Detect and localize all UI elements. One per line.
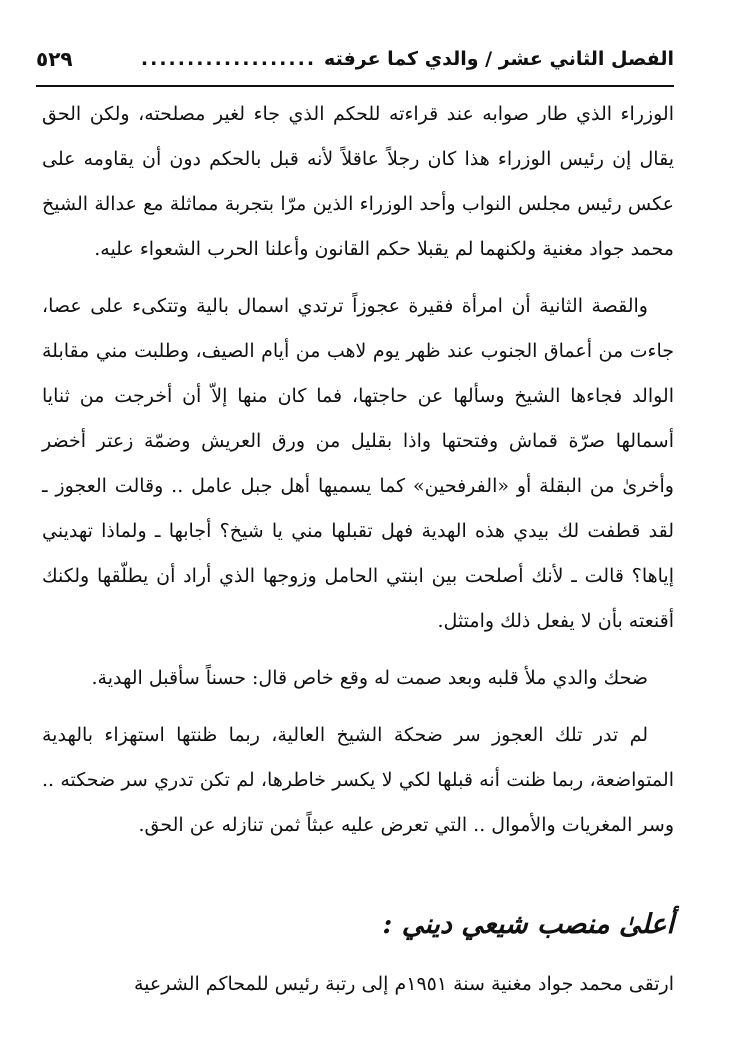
continuation-line: ارتقى محمد جواد مغنية سنة ١٩٥١م إلى رتبة رئيس للمحاكم الشرعية [134,973,674,995]
section-heading: أعلىٰ منصب شيعي ديني : [382,909,674,940]
paragraph-1: الوزراء الذي طار صوابه عند قراءته للحكم الذي جاء لغير مصلحته، ولكن الحق يقال إن رئيس الوزراء هذا كان رجلاً عاقلاً لأنه قبل بالحكم دون أن يقاومه على عكس رئيس مجلس النواب وأحد الوزراء الذين مرّا بتجربة مماثلة مع عدالة الشيخ محمد جواد مغنية ولكنهما لم يقبلا حكم القانون وأعلنا الحرب الشعواء عليه. [42,103,674,260]
body-text [42,92,674,848]
paragraph-2: والقصة الثانية أن امرأة فقيرة عجوزاً ترتدي اسمال بالية وتتكىء على عصا، جاءت من أعماق الجنوب عند ظهر يوم لاهب من أيام الصيف، وطلبت مني مقابلة الوالد فجاءها الشيخ وسألها عن حاجتها، فما كان منها إلاّ أن أخرجت من ثنايا أسمالها صرّة قماش وفتحتها واذا بقليل من ورق العريش وضمّة زعتر أخضر وأخرىٰ من البقلة أو «الفرفحين» كما يسميها أهل جبل عامل .. وقالت العجوز ـ لقد قطفت لك بيدي هذه الهدية فهل تقبلها مني يا شيخ؟ أجابها ـ ولماذا تهديني إياها؟ قالت ـ لأنك أصلحت بين ابنتي الحامل وزوجها الذي أراد أن يطلّقها ولكنك أقنعته بأن لا يفعل ذلك وامتثل. [42,295,674,632]
header-rule [36,85,674,87]
paragraph-4: لم تدر تلك العجوز سر ضحكة الشيخ العالية، ربما ظنتها استهزاء بالهدية المتواضعة، ربما ظنت أنه قبلها لكي لا يكسر خاطرها، لم تكن تدري سر ضحكته .. وسر المغريات والأموال .. التي تعرض عليه عبثاً ثمن تنازله عن الحق. [42,724,674,836]
page-number: ٥٢٩ [36,47,73,71]
paragraph-3: ضحك والدي ملأ قلبه وبعد صمت له وقع خاص قال: حسناً سأقبل الهدية. [91,667,648,689]
chapter-title: الفصل الثاني عشر / والدي كما عرفته [324,48,674,70]
running-header [36,40,674,78]
header-leader-dots: ................... [140,48,317,70]
